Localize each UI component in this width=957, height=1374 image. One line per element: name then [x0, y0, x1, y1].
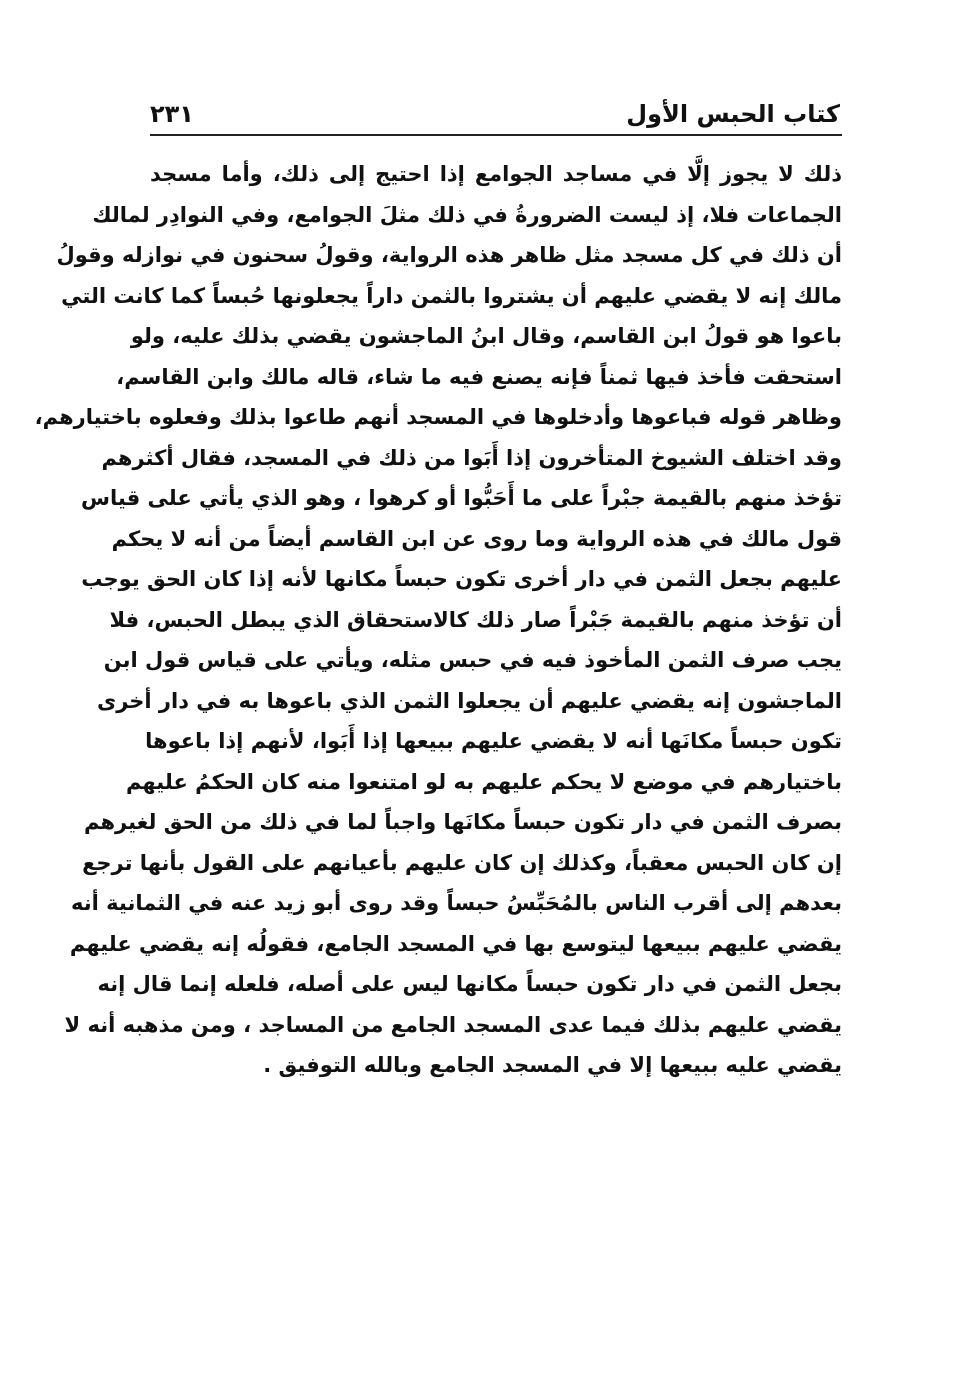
- text-line: بعدهم إلى أقرب الناس بالمُحَبِّسُ حبساً وقد روى أبو زيد عنه في الثمانية أنه: [71, 891, 842, 915]
- text-line: ذلك لا يجوز إلَّا في مساجد الجوامع إذا احتيج إلى ذلك، وأما مسجد: [150, 162, 842, 186]
- text-line: تكون حبساً مكانَها أنه لا يقضي عليهم ببيعها إذا أَبَوا، لأنهم إذا باعوها: [145, 729, 842, 753]
- text-line: عليهم بجعل الثمن في دار أخرى تكون حبساً مكانها لأنه إذا كان الحق يوجب: [81, 567, 842, 591]
- text-line: قول مالك في هذه الرواية وما روى عن ابن القاسم أيضاً من أنه لا يحكم: [111, 526, 842, 551]
- text-line: الجماعات فلا، إذ ليست الضرورةُ في ذلك مثلَ الجوامع، وفي النوادِر لمالك: [92, 202, 842, 227]
- text-line: باعوا هو قولُ ابن القاسم، وقال ابنُ الماجشون يقضي بذلك عليه، ولو: [130, 324, 842, 348]
- text-line: بصرف الثمن في دار تكون حبساً مكانَها واجباً لما في ذلك من الحق لغيرهم: [83, 810, 842, 834]
- page-number: ٢٣١: [150, 100, 194, 128]
- text-line: وظاهر قوله فباعوها وأدخلوها في المسجد أنهم طاعوا بذلك وفعلوه باختيارهم،: [34, 405, 842, 429]
- running-title: كتاب الحبس الأول: [626, 100, 840, 128]
- text-line: بجعل الثمن في دار تكون حبساً مكانها ليس على أصله، فلعله إنما قال إنه: [97, 972, 842, 996]
- text-line: يجب صرف الثمن المأخوذ فيه في حبس مثله، ويأتي على قياس قول ابن: [103, 648, 842, 672]
- text-line: يقضي عليهم ببيعها ليتوسع بها في المسجد الجامع، فقولُه إنه يقضي عليهم: [69, 931, 842, 956]
- text-line: تؤخذ منهم بالقيمة جبْراً على ما أَحَبُّوا أو كرهوا ، وهو الذي يأتي على قياس: [81, 486, 842, 510]
- text-line-last: يقضي عليه ببيعها إلا في المسجد الجامع وبالله التوفيق .: [263, 1053, 842, 1077]
- text-line: إن كان الحبس معقباً، وكذلك إن كان عليهم بأعيانهم على القول بأنها ترجع: [82, 850, 842, 875]
- text-line: استحقت فأخذ فيها ثمناً فإنه يصنع فيه ما شاء، قاله مالك وابن القاسم،: [116, 364, 842, 389]
- body-text: [34, 154, 842, 1086]
- text-line: الماجشون إنه يقضي عليهم أن يجعلوا الثمن الذي باعوها به في دار أخرى: [96, 688, 842, 713]
- text-line: أن ذلك في كل مسجد مثل ظاهر هذه الرواية، وقولُ سحنون في نوازله وقولُ: [56, 243, 842, 267]
- text-line: باختيارهم في موضع لا يحكم عليهم به لو امتنعوا منه كان الحكمُ عليهم: [125, 769, 842, 794]
- text-line: مالك إنه لا يقضي عليهم أن يشتروا بالثمن داراً يجعلونها حُبساً كما كانت التي: [61, 283, 842, 308]
- text-line: أن تؤخذ منهم بالقيمة جَبْراً صار ذلك كالاستحقاق الذي يبطل الحبس، فلا: [109, 607, 842, 632]
- header-rule: [150, 134, 842, 136]
- text-line: وقد اختلف الشيوخ المتأخرون إذا أَبَوا من ذلك في المسجد، فقال أكثرهم: [101, 445, 842, 470]
- text-line: يقضي عليهم بذلك فيما عدى المسجد الجامع من المساجد ، ومن مذهبه أنه لا: [64, 1012, 842, 1037]
- page-header: [150, 96, 840, 136]
